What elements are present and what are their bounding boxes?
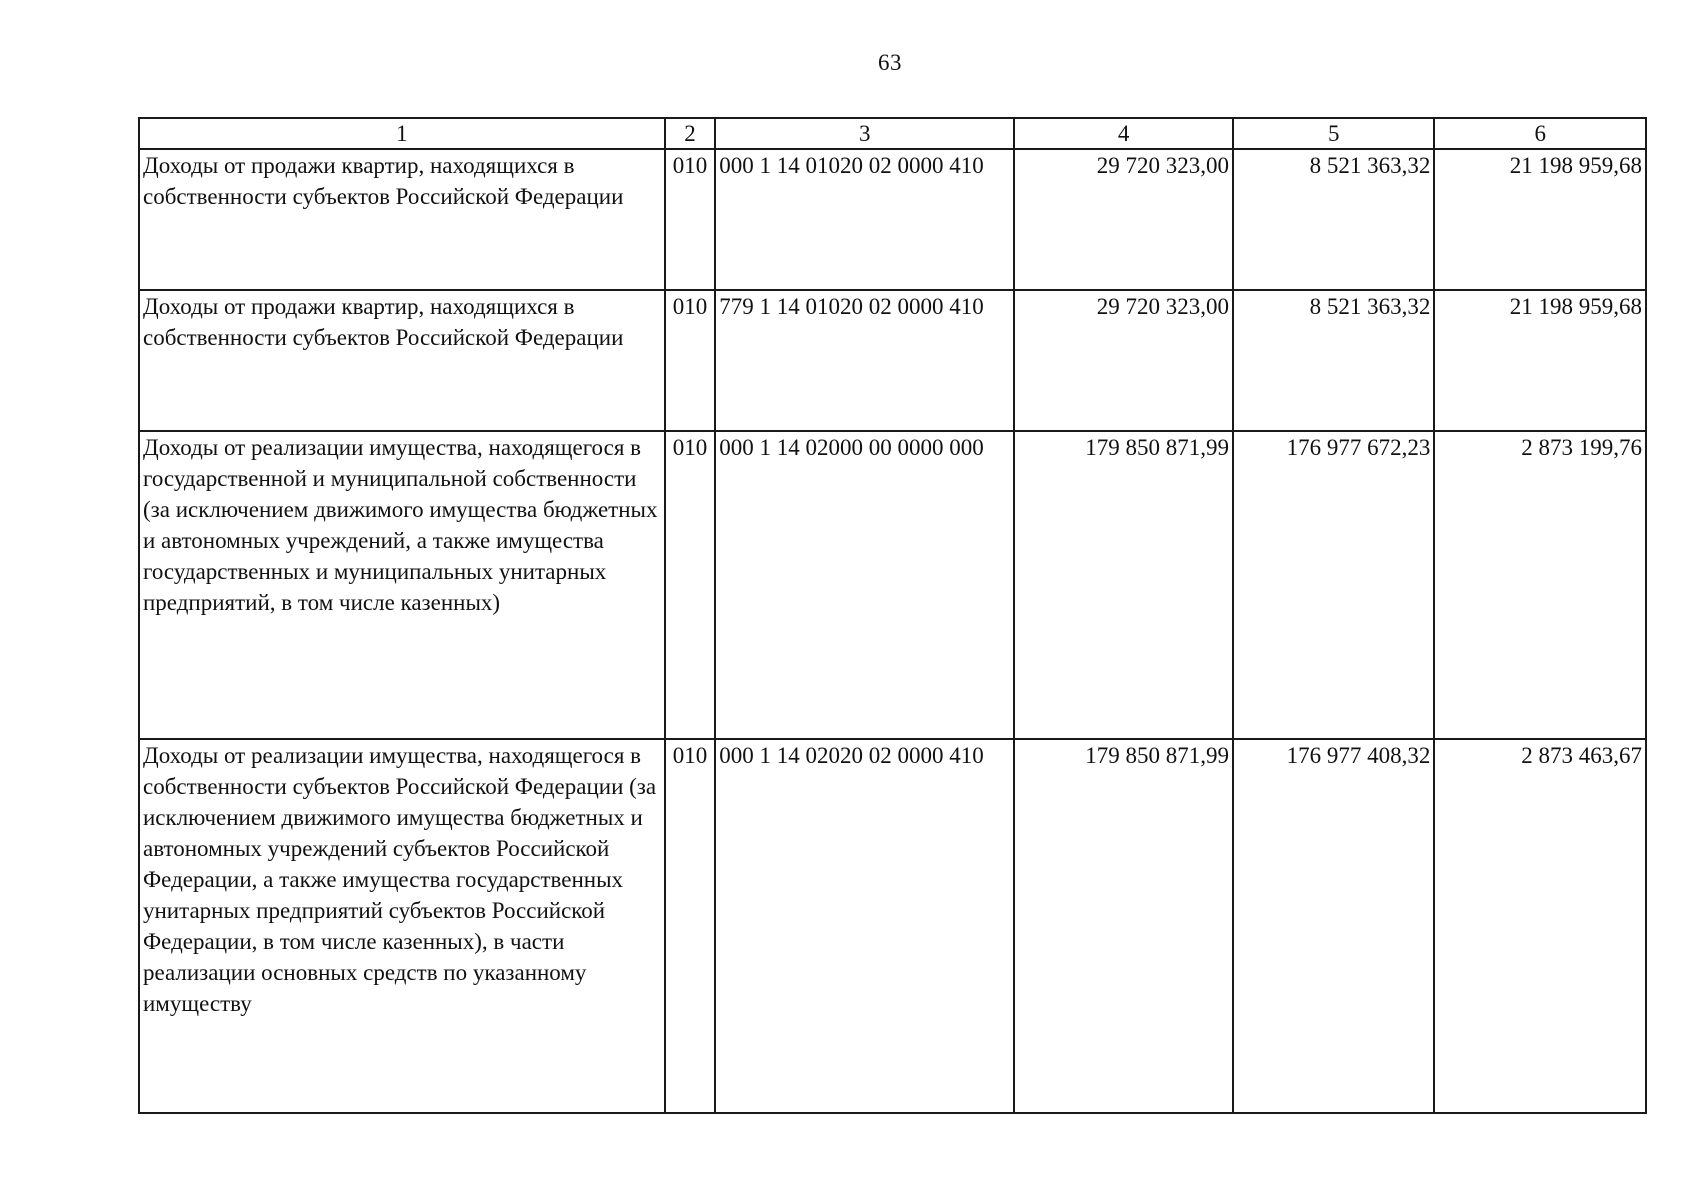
amount-col5-cell: 176 977 408,32 bbox=[1233, 739, 1434, 1113]
amount-col4-cell: 179 850 871,99 bbox=[1014, 431, 1233, 739]
column-header-2: 2 bbox=[665, 118, 715, 149]
income-name-cell: Доходы от продажи квартир, находящихся в собственности субъектов Российской Федерации bbox=[139, 149, 665, 290]
amount-col6-cell: 2 873 199,76 bbox=[1434, 431, 1646, 739]
header-row bbox=[139, 118, 1646, 149]
column-header-3: 3 bbox=[715, 118, 1014, 149]
column-header-5: 5 bbox=[1233, 118, 1434, 149]
admin-code-cell: 010 bbox=[665, 290, 715, 431]
table-row bbox=[139, 290, 1646, 431]
amount-col6-cell: 2 873 463,67 bbox=[1434, 739, 1646, 1113]
admin-code-cell: 010 bbox=[665, 431, 715, 739]
amount-col5-cell: 176 977 672,23 bbox=[1233, 431, 1434, 739]
table-row bbox=[139, 431, 1646, 739]
amount-col4-cell: 29 720 323,00 bbox=[1014, 290, 1233, 431]
revenue-table bbox=[138, 117, 1647, 1114]
income-name-cell: Доходы от реализации имущества, находящегося в собственности субъектов Российской Федерации (за исключением движимого имущества бюджетных и автономных учреждений субъектов Российской Федерации, а также имущества государственных унитарных предприятий субъектов Российской Федерации, в том числе казенных), в части реализации основных средств по указанному имуществу bbox=[139, 739, 665, 1113]
table-row bbox=[139, 149, 1646, 290]
column-header-4: 4 bbox=[1014, 118, 1233, 149]
amount-col5-cell: 8 521 363,32 bbox=[1233, 149, 1434, 290]
column-header-6: 6 bbox=[1434, 118, 1646, 149]
budget-code-cell: 779 1 14 01020 02 0000 410 bbox=[715, 290, 1014, 431]
budget-code-cell: 000 1 14 01020 02 0000 410 bbox=[715, 149, 1014, 290]
amount-col5-cell: 8 521 363,32 bbox=[1233, 290, 1434, 431]
budget-code-cell: 000 1 14 02020 02 0000 410 bbox=[715, 739, 1014, 1113]
table-row bbox=[139, 739, 1646, 1113]
amount-col6-cell: 21 198 959,68 bbox=[1434, 290, 1646, 431]
budget-code-cell: 000 1 14 02000 00 0000 000 bbox=[715, 431, 1014, 739]
column-header-1: 1 bbox=[139, 118, 665, 149]
amount-col4-cell: 179 850 871,99 bbox=[1014, 739, 1233, 1113]
admin-code-cell: 010 bbox=[665, 739, 715, 1113]
amount-col6-cell: 21 198 959,68 bbox=[1434, 149, 1646, 290]
income-name-cell: Доходы от реализации имущества, находящегося в государственной и муниципальной собственности (за исключением движимого имущества бюджетных и автономных учреждений, а также имущества государственных и муниципальных унитарных предприятий, в том числе казенных) bbox=[139, 431, 665, 739]
income-name-cell: Доходы от продажи квартир, находящихся в собственности субъектов Российской Федерации bbox=[139, 290, 665, 431]
page-number: 63 bbox=[878, 50, 902, 75]
amount-col4-cell: 29 720 323,00 bbox=[1014, 149, 1233, 290]
admin-code-cell: 010 bbox=[665, 149, 715, 290]
